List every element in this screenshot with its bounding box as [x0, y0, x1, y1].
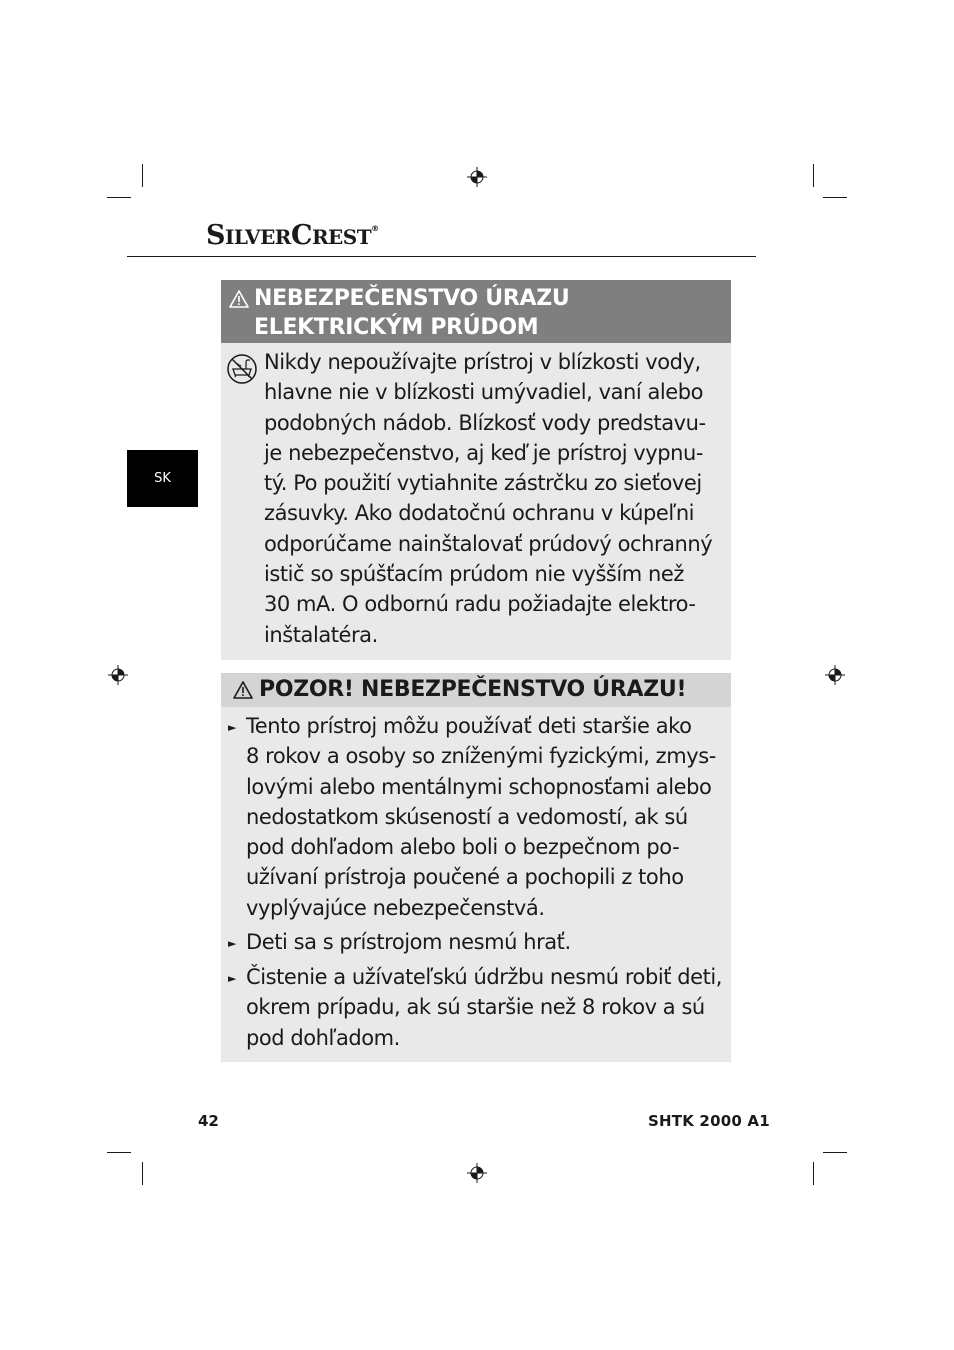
header-divider: [127, 256, 756, 257]
text-line: nedostatkom skúseností a vedomostí, ak sú: [246, 804, 688, 829]
warning-header: [221, 673, 731, 707]
bullet-paragraph: [246, 927, 571, 957]
model-number: SHTK 2000 A1: [648, 1112, 770, 1130]
warning-title-line2: ELEKTRICKÝM PRÚDOM: [254, 315, 539, 340]
crop-mark: [142, 164, 143, 187]
warning-triangle-icon: [229, 290, 249, 308]
text-line: Čistenie a užívateľskú údržbu nesmú robiť deti,: [246, 965, 722, 989]
bullet-paragraph: [246, 962, 722, 1053]
text-line: zásuvky. Ako dodatočnú ochranu v kúpeľni: [264, 501, 695, 526]
text-line: užívaní prístroja poučené a pochopili z toho: [246, 865, 684, 890]
text-line: odporúčame nainštalovať prúdový ochranný: [264, 531, 713, 556]
crop-mark: [813, 164, 814, 187]
warning-triangle-icon: [233, 681, 253, 699]
language-tab: [127, 450, 198, 507]
registration-mark-icon: [825, 665, 845, 685]
bullet-arrow-icon: ►: [228, 972, 237, 985]
text-line: 30 mA. O odbornú radu požiadajte elektro-: [264, 592, 696, 617]
crop-mark: [142, 1162, 143, 1185]
registration-mark-icon: [467, 167, 487, 187]
crop-mark: [107, 197, 131, 198]
text-line: okrem prípadu, ak sú staršie než 8 rokov a sú: [246, 995, 705, 1020]
page-number: 42: [198, 1112, 219, 1130]
warning-title-line1: NEBEZPEČENSTVO ÚRAZU: [254, 286, 570, 311]
text-line: je nebezpečenstvo, aj keď je prístroj vypnu-: [264, 440, 703, 465]
text-line: lovými alebo mentálnymi schopnosťami alebo: [246, 774, 712, 799]
text-line: Nikdy nepoužívajte prístroj v blízkosti vody,: [264, 350, 701, 374]
crop-mark: [107, 1152, 131, 1153]
text-line: Tento prístroj môžu používať deti staršie ako: [246, 714, 692, 738]
bullet-arrow-icon: ►: [228, 721, 237, 734]
warning-paragraph: [264, 347, 712, 650]
bullet-paragraph: [246, 711, 716, 923]
text-line: pod dohľadom.: [246, 1025, 400, 1050]
text-line: istič so spúšťacím prúdom nie vyšším než: [264, 562, 684, 587]
crop-mark: [823, 197, 847, 198]
crop-mark: [813, 1162, 814, 1185]
text-line: tý. Po použití vytiahnite zástrčku zo sieťovej: [264, 471, 702, 496]
text-line: vyplývajúce nebezpečenstvá.: [246, 895, 545, 920]
text-line: hlavne nie v blízkosti umývadiel, vaní alebo: [264, 380, 704, 405]
injury-warning-box: [221, 673, 731, 1062]
bullet-arrow-icon: ►: [228, 937, 237, 950]
electric-shock-warning-box: [221, 280, 731, 660]
text-line: Deti sa s prístrojom nesmú hrať.: [246, 930, 571, 954]
registration-mark-icon: [108, 665, 128, 685]
text-line: 8 rokov a osoby so zníženými fyzickými, zmys-: [246, 744, 716, 769]
crop-mark: [823, 1152, 847, 1153]
language-code: SK: [154, 471, 171, 486]
warning-title: POZOR! NEBEZPEČENSTVO ÚRAZU!: [259, 677, 687, 702]
registration-mark-icon: [467, 1163, 487, 1183]
text-line: pod dohľadom alebo boli o bezpečnom po-: [246, 835, 680, 860]
text-line: podobných nádob. Blízkosť vody predstavu-: [264, 410, 706, 435]
silvercrest-logo: SILVERCREST®: [206, 220, 379, 251]
text-line: inštalatéra.: [264, 622, 378, 647]
no-water-bathtub-icon: [226, 353, 258, 385]
warning-header: [221, 280, 731, 343]
